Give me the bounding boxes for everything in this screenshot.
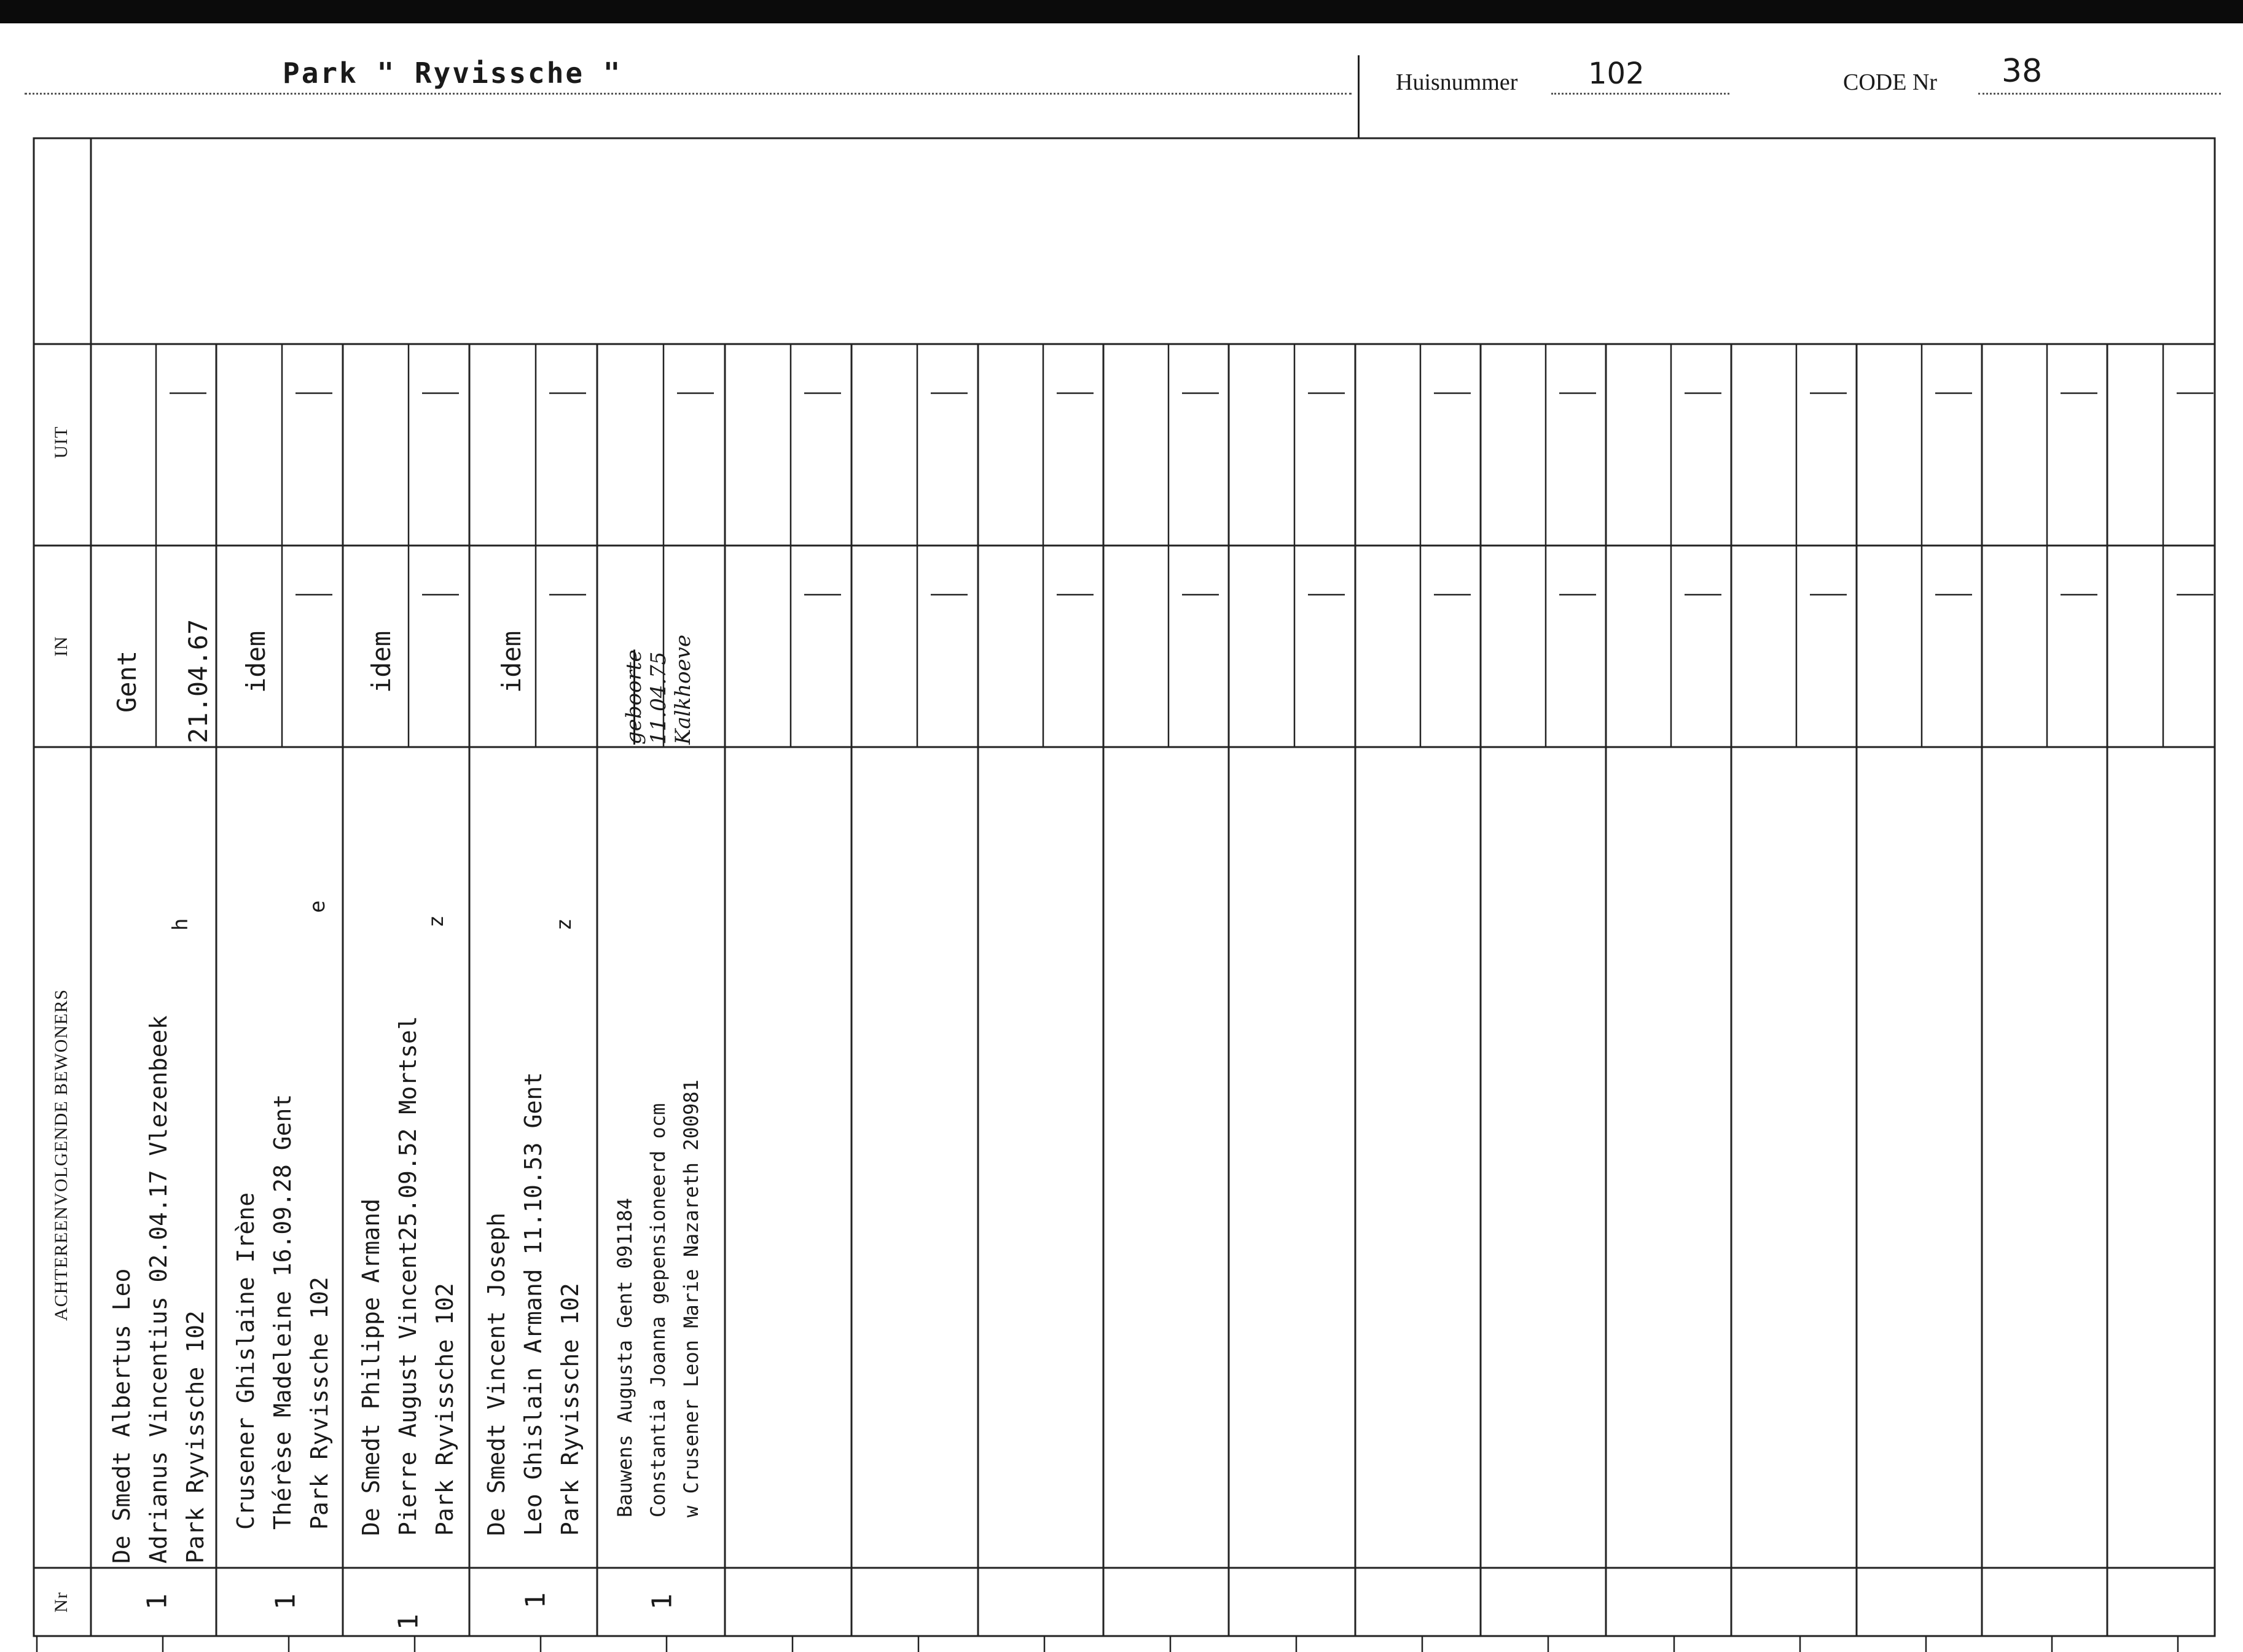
entry-5-nr: 1 bbox=[646, 1593, 678, 1610]
empty-dashes bbox=[170, 393, 2214, 595]
resident-entry-1 bbox=[103, 1016, 214, 1564]
entry-line: De Smedt Vincent Joseph bbox=[483, 1212, 510, 1536]
entry-3-mark: z bbox=[424, 915, 448, 928]
entry-line: Bauwens Augusta Gent 091184 bbox=[613, 1197, 636, 1517]
resident-entry-4 bbox=[478, 1072, 589, 1536]
entry-line: Crusener Ghislaine Irène bbox=[232, 1192, 259, 1530]
entry-2-nr: 1 bbox=[270, 1593, 302, 1610]
entry-5-in-handwritten bbox=[622, 635, 695, 745]
entry-line: Park Ryvissche 102 bbox=[431, 1283, 458, 1536]
entry-2-in-place: idem bbox=[241, 630, 271, 693]
entry-line: Leo Ghislain Armand 11.10.53 Gent bbox=[520, 1072, 547, 1536]
entry-4-nr: 1 bbox=[520, 1592, 552, 1609]
street-name: Park " Ryvissche " bbox=[283, 57, 622, 90]
entry-5-in-date: 11.04.75 bbox=[646, 651, 671, 745]
entry-line: w Crusener Leon Marie Nazareth 200981 bbox=[679, 1079, 703, 1517]
entry-4-mark: z bbox=[552, 918, 576, 931]
entry-line: Pierre August Vincent25.09.52 Mortsel bbox=[394, 1016, 421, 1536]
entry-line: Park Ryvissche 102 bbox=[306, 1277, 333, 1530]
entry-1-mark: h bbox=[168, 918, 193, 931]
bottom-ticks bbox=[37, 1636, 2178, 1652]
code-number-value: 38 bbox=[2002, 53, 2043, 90]
entry-3-nr: 1 bbox=[393, 1613, 425, 1630]
resident-entry-5 bbox=[608, 1079, 708, 1517]
entry-2-mark: e bbox=[305, 900, 330, 913]
entry-line: Park Ryvissche 102 bbox=[182, 1310, 209, 1564]
house-number-label: Huisnummer bbox=[1396, 69, 1518, 95]
entry-line: Park Ryvissche 102 bbox=[557, 1283, 584, 1536]
entry-1-nr: 1 bbox=[141, 1593, 173, 1610]
code-number-label: CODE Nr bbox=[1843, 69, 1938, 95]
entry-1-in-date: 21.04.67 bbox=[183, 619, 213, 743]
entry-4-in-place: idem bbox=[496, 630, 526, 693]
section-label-residents: ACHTEREENVOLGENDE BEWONERS bbox=[51, 988, 71, 1321]
entry-1-in-place: Gent bbox=[112, 650, 142, 713]
section-label-nr: Nr bbox=[51, 1592, 71, 1613]
section-label-in: IN bbox=[51, 636, 71, 657]
entry-line: De Smedt Albertus Leo bbox=[108, 1268, 135, 1564]
resident-entry-2 bbox=[227, 1094, 338, 1530]
house-number-value: 102 bbox=[1588, 57, 1645, 91]
entry-5-in-struck: geboorte bbox=[622, 649, 646, 745]
entry-line: Adrianus Vincentius 02.04.17 Vlezenbeek bbox=[145, 1015, 172, 1564]
entry-line: Thérèse Madeleine 16.09.28 Gent bbox=[269, 1094, 296, 1530]
entry-3-in-place: idem bbox=[366, 630, 396, 693]
section-label-uit: UIT bbox=[51, 426, 71, 459]
entry-line: Constantia Joanna gepensioneerd ocm bbox=[646, 1103, 670, 1517]
entry-line: De Smedt Philippe Armand bbox=[358, 1198, 385, 1536]
entry-5-in-place: Kalkhoeve bbox=[671, 635, 695, 745]
resident-entry-3 bbox=[353, 1016, 463, 1536]
